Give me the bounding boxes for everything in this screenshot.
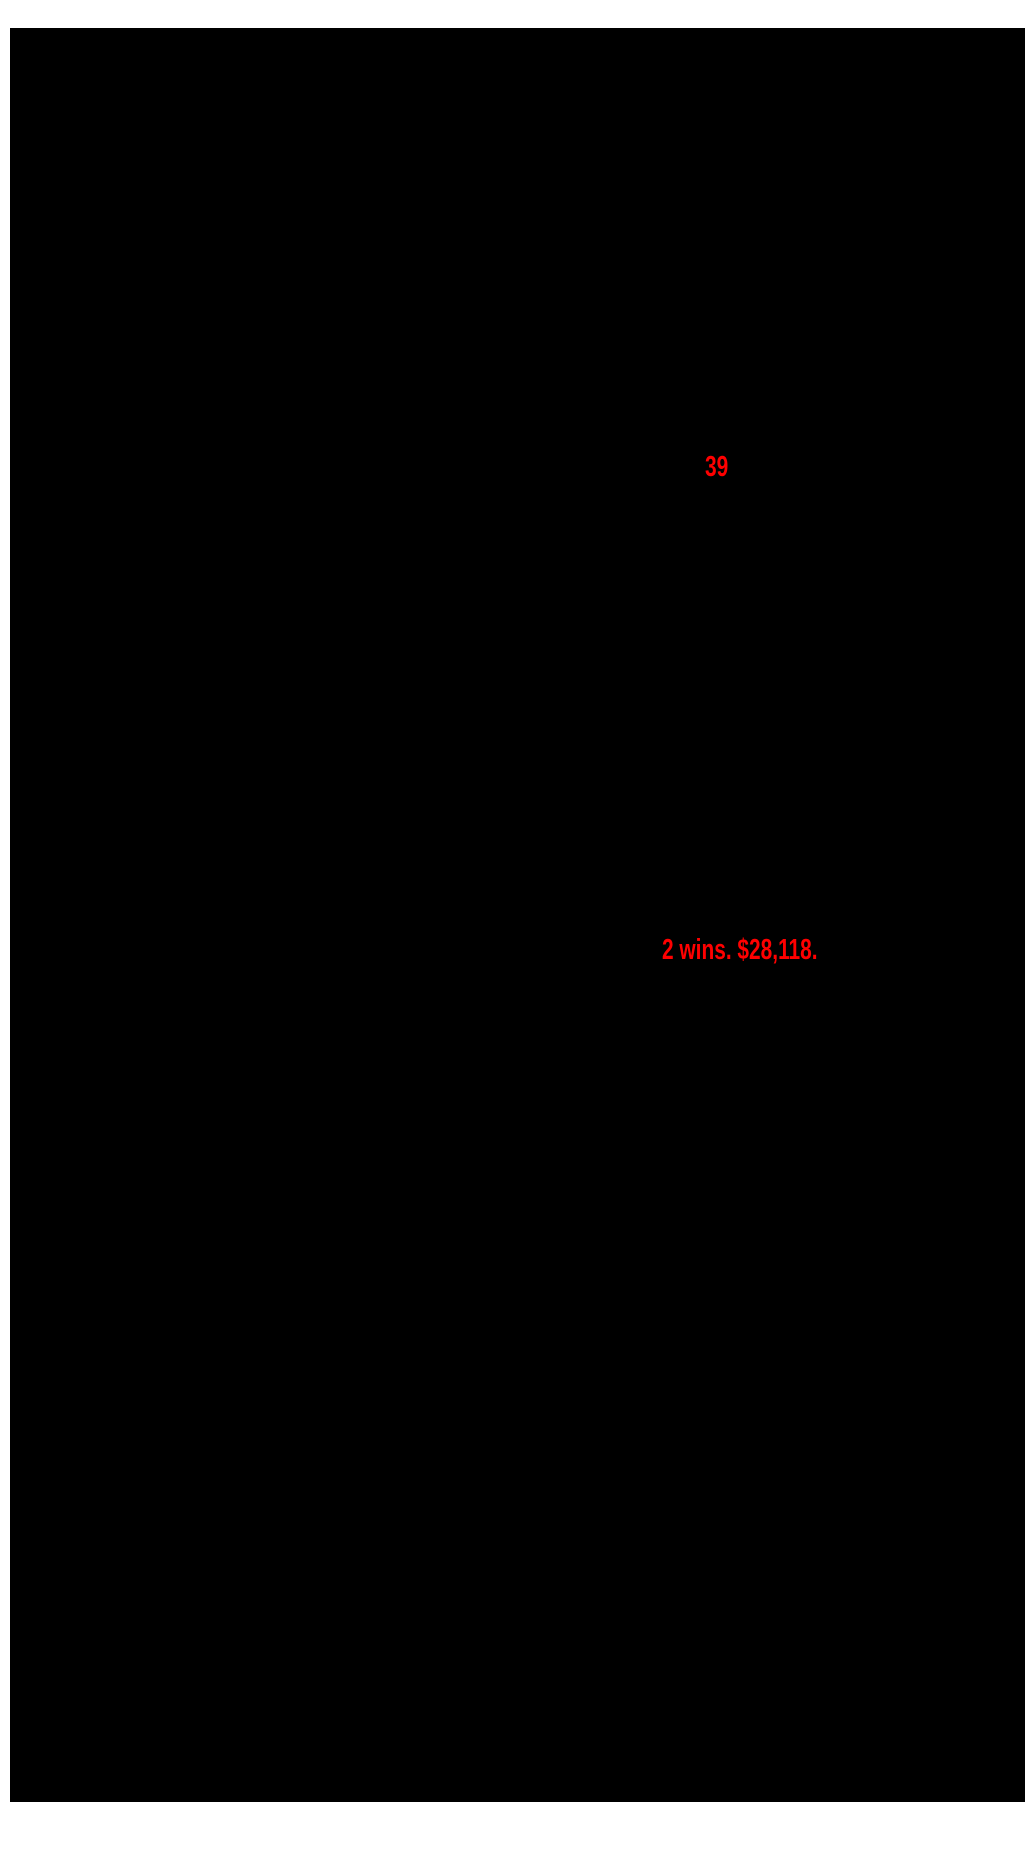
document-page bbox=[10, 28, 1025, 1802]
wins-earnings-text: 2 wins. $28,118. bbox=[662, 934, 818, 966]
rank-number-text: 39 bbox=[705, 451, 729, 483]
